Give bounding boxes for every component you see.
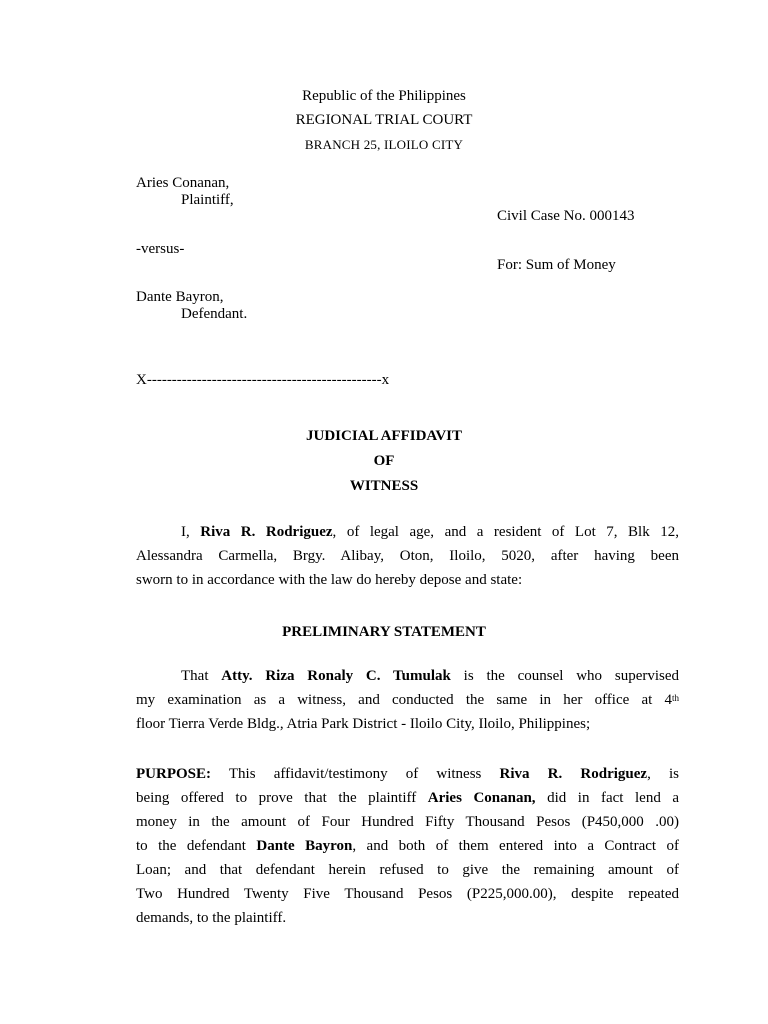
purpose-line-5: Loan; and that defendant herein refused to give the remaining amount of — [136, 862, 679, 878]
republic-heading: Republic of the Philippines — [302, 88, 466, 104]
intro-line-1: I, Riva R. Rodriguez, of legal age, and a resident of Lot 7, Blk 12, — [181, 524, 679, 540]
preliminary-heading: PRELIMINARY STATEMENT — [282, 624, 486, 640]
case-number: Civil Case No. 000143 — [497, 208, 635, 224]
purpose-paragraph — [136, 762, 679, 930]
intro-line-2: Alessandra Carmella, Brgy. Alibay, Oton, Iloilo, 5020, after having been — [136, 548, 679, 564]
case-for: For: Sum of Money — [497, 257, 616, 273]
preliminary-line-2: my examination as a witness, and conducted the same in her office at 4th — [136, 692, 679, 708]
purpose-plaintiff-name: Aries Conanan, — [427, 790, 536, 806]
court-heading: REGIONAL TRIAL COURT — [295, 112, 473, 128]
document-title-line3: WITNESS — [349, 478, 419, 494]
defendant-role: Defendant. — [181, 306, 248, 322]
preliminary-line-3: floor Tierra Verde Bldg., Atria Park District - Iloilo City, Iloilo, Philippines; — [136, 716, 591, 732]
document-title-line2: OF — [373, 453, 395, 469]
purpose-witness-name: Riva R. Rodriguez — [499, 766, 648, 782]
purpose-label: PURPOSE: — [136, 766, 211, 782]
preliminary-paragraph — [136, 664, 679, 736]
intro-paragraph — [136, 520, 679, 592]
intro-line-3: sworn to in accordance with the law do hereby depose and state: — [136, 572, 523, 588]
purpose-line-3: money in the amount of Four Hundred Fifty Thousand Pesos (P450,000 .00) — [136, 814, 679, 830]
versus: -versus- — [136, 241, 185, 257]
preliminary-line-1: That Atty. Riza Ronaly C. Tumulak is the counsel who supervised — [181, 668, 680, 684]
purpose-line-1: PURPOSE: This affidavit/testimony of witness Riva R. Rodriguez, is — [136, 766, 679, 782]
purpose-line-4: to the defendant Dante Bayron, and both of them entered into a Contract of — [136, 838, 679, 854]
plaintiff-role: Plaintiff, — [181, 192, 234, 208]
counsel-name: Atty. Riza Ronaly C. Tumulak — [221, 668, 451, 684]
defendant-name: Dante Bayron, — [136, 289, 224, 305]
caption-separator: X-----------------------------------------------x — [136, 372, 390, 388]
document-title-line1: JUDICIAL AFFIDAVIT — [305, 428, 462, 444]
plaintiff-name: Aries Conanan, — [136, 175, 230, 191]
purpose-line-2: being offered to prove that the plaintiff Aries Conanan, did in fact lend a — [136, 790, 680, 806]
witness-name: Riva R. Rodriguez — [200, 524, 333, 540]
purpose-line-7: demands, to the plaintiff. — [136, 910, 287, 926]
purpose-defendant-name: Dante Bayron — [256, 838, 353, 854]
purpose-line-6: Two Hundred Twenty Five Thousand Pesos (P225,000.00), despite repeated — [136, 886, 679, 902]
branch-heading: BRANCH 25, ILOILO CITY — [304, 137, 464, 152]
